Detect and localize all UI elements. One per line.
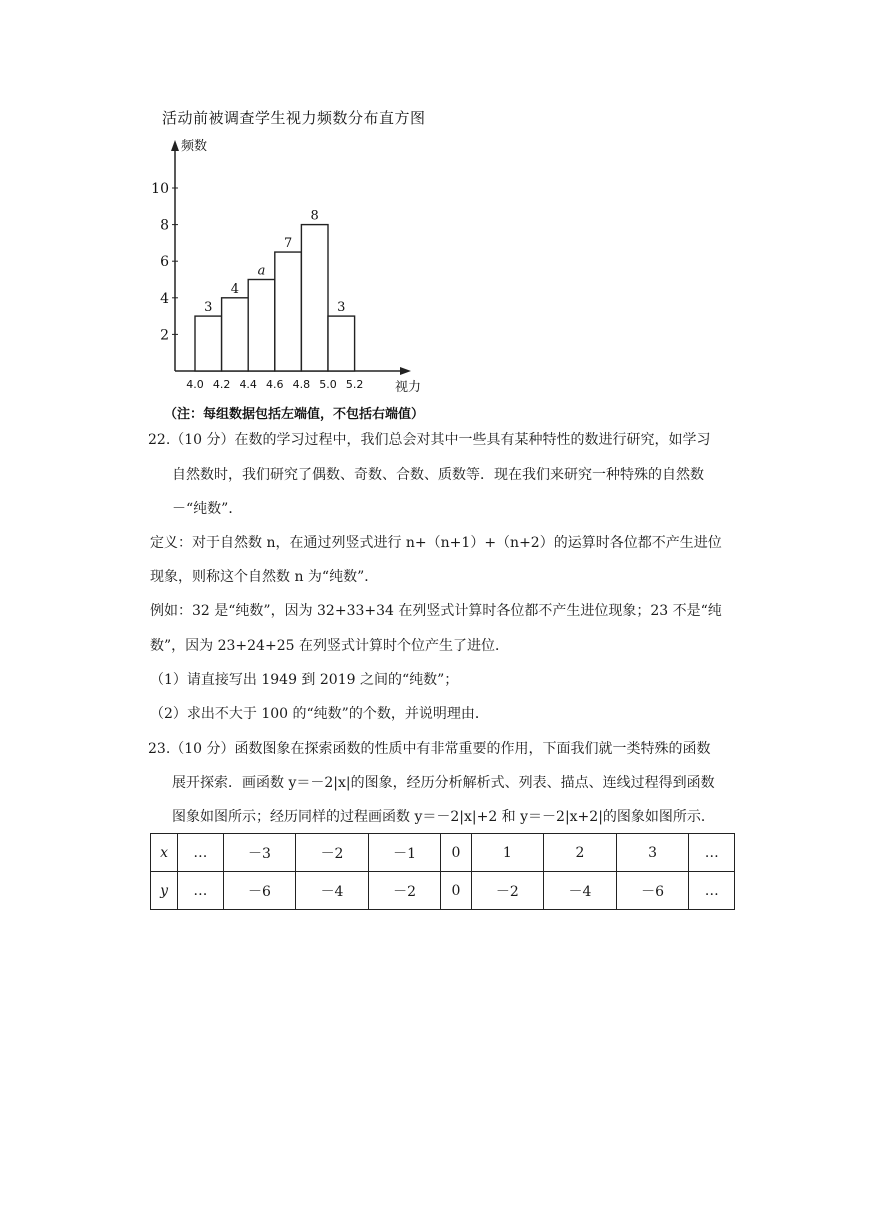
table-cell: y: [151, 872, 178, 910]
table-cell: －4: [544, 872, 617, 910]
chart-note: （注：每组数据包括左端值，不包括右端值）: [164, 407, 425, 422]
y-tick-label: 4: [160, 290, 169, 307]
table-cell: 0: [441, 834, 471, 872]
histogram-bar: [248, 280, 275, 372]
table-cell: 2: [544, 834, 617, 872]
table-cell: －3: [223, 834, 296, 872]
q22-line-9: （2）求出不大于 100 的“纯数”的个数，并说明理由．: [150, 706, 489, 722]
table-cell: －2: [471, 872, 544, 910]
y-tick-label: 2: [160, 327, 169, 344]
y-axis-arrow: [171, 140, 179, 151]
x-tick-label: 4.6: [266, 378, 284, 391]
table-cell: 3: [616, 834, 689, 872]
table-cell: －1: [368, 834, 441, 872]
q22-line-8: （1）请直接写出 1949 到 2019 之间的“纯数”；: [150, 672, 459, 688]
q23-line-2: 展开探索．画函数 y＝－2|x|的图象，经历分析解析式、列表、描点、连线过程得到函数: [172, 775, 715, 791]
table-cell: …: [689, 834, 735, 872]
x-tick-label: 4.2: [212, 378, 231, 391]
q22-line-5: 现象，则称这个自然数 n 为“纯数”．: [150, 569, 379, 585]
table-cell: －6: [616, 872, 689, 910]
bar-data-label: a: [257, 263, 266, 279]
table-cell: －2: [296, 834, 369, 872]
y-axis-label: 频数: [181, 139, 208, 154]
q22-line-2: 自然数时，我们研究了偶数、奇数、合数、质数等．现在我们来研究一种特殊的自然数: [172, 467, 704, 483]
x-axis-arrow: [400, 367, 411, 375]
chart-title: 活动前被调查学生视力频数分布直方图: [162, 109, 426, 127]
bar-data-label: 3: [204, 300, 213, 316]
y-tick-label: 6: [160, 254, 169, 271]
table-cell: －4: [296, 872, 369, 910]
table-cell: 1: [471, 834, 544, 872]
x-tick-label: 5.0: [319, 378, 337, 391]
table-cell: …: [689, 872, 735, 910]
q22-line-4: 定义：对于自然数 n，在通过列竖式进行 n+（n+1）+（n+2）的运算时各位都不产生进位: [150, 535, 722, 551]
x-tick-label: 4.8: [292, 378, 311, 391]
x-axis-label: 视力: [395, 380, 422, 395]
bar-data-label: 8: [310, 208, 319, 224]
table-cell: …: [178, 872, 224, 910]
histogram-bar: [222, 298, 249, 371]
q22-line-7: 数”，因为 23+24+25 在列竖式计算时个位产生了进位．: [150, 638, 509, 654]
bar-data-label: 4: [230, 281, 240, 297]
value-table: [150, 833, 735, 910]
histogram-bar: [195, 316, 222, 371]
table-cell: x: [151, 834, 178, 872]
histogram-figure: [140, 100, 460, 425]
table-row-x: [151, 834, 735, 872]
histogram-chart: [140, 100, 460, 400]
bar-data-label: 7: [283, 236, 293, 252]
q22-line-6: 例如：32 是“纯数”，因为 32+33+34 在列竖式计算时各位都不产生进位现象；23 不是“纯: [150, 603, 722, 619]
q23-line-1: 23.（10 分）函数图象在探索函数的性质中有非常重要的作用，下面我们就一类特殊的函数: [148, 741, 711, 757]
x-tick-label: 4.4: [239, 378, 257, 391]
q23-line-3: 图象如图所示；经历同样的过程画函数 y＝－2|x|+2 和 y＝－2|x+2|的图象如图所示．: [172, 809, 715, 825]
x-tick-label: 5.2: [345, 378, 364, 391]
table-cell: …: [178, 834, 224, 872]
table-cell: 0: [441, 872, 471, 910]
q22-line-3: －“纯数”．: [172, 501, 243, 517]
table-row-y: [151, 872, 735, 910]
x-tick-label: 4.0: [186, 378, 204, 391]
table-cell: －2: [368, 872, 441, 910]
y-tick-label: 10: [151, 181, 169, 197]
histogram-bar: [275, 252, 302, 371]
histogram-bar: [301, 225, 328, 371]
table-cell: －6: [223, 872, 296, 910]
y-tick-label: 8: [160, 217, 169, 234]
q22-line-1: 22.（10 分）在数的学习过程中，我们总会对其中一些具有某种特性的数进行研究，如学习: [148, 432, 711, 448]
bar-data-label: 3: [337, 300, 346, 316]
histogram-bar: [328, 316, 355, 371]
